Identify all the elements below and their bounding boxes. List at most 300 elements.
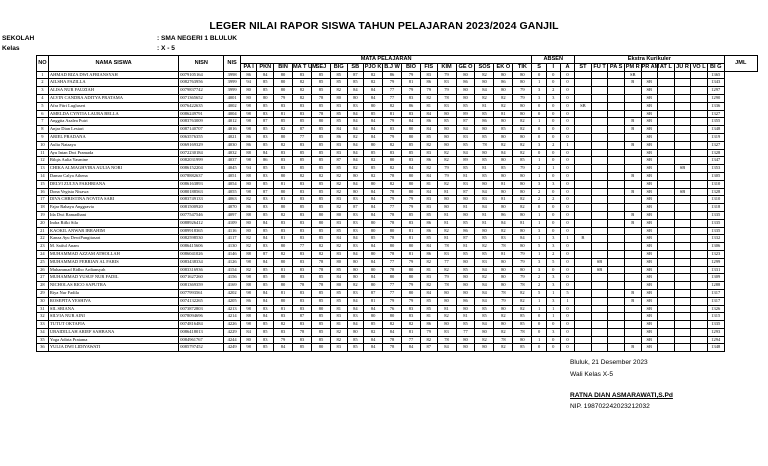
table-cell: 1 bbox=[532, 79, 546, 87]
table-cell: 79 bbox=[420, 87, 437, 95]
table-cell: 81 bbox=[274, 110, 293, 118]
student-nisn: 0074132265 bbox=[179, 297, 224, 305]
table-cell: 81 bbox=[402, 79, 421, 87]
table-cell bbox=[591, 126, 608, 134]
table-cell: 80 bbox=[330, 282, 347, 290]
table-cell: 4117 bbox=[224, 235, 241, 243]
table-cell: 83 bbox=[293, 297, 312, 305]
signature-name: RATNA DIAN ASMARAWATI,S.Pd bbox=[570, 392, 673, 399]
table-cell: 83 bbox=[347, 196, 364, 204]
table-cell: 83 bbox=[293, 211, 312, 219]
table-cell: 85 bbox=[475, 250, 494, 258]
table-cell bbox=[575, 110, 592, 118]
table-cell bbox=[608, 274, 625, 282]
table-cell bbox=[624, 313, 641, 321]
table-cell: 4213 bbox=[224, 305, 241, 313]
col-pram: PR AM bbox=[641, 63, 660, 70]
table-cell: 0 bbox=[532, 133, 546, 141]
student-nisn: 0083749133 bbox=[179, 196, 224, 204]
table-cell: 84 bbox=[347, 87, 364, 95]
table-cell: 81 bbox=[437, 219, 456, 227]
table-cell bbox=[658, 211, 675, 219]
table-cell: 84 bbox=[475, 266, 494, 274]
table-cell: 82 bbox=[513, 141, 532, 149]
table-cell: 83 bbox=[456, 133, 475, 141]
table-cell: 84 bbox=[347, 110, 364, 118]
col-bio: BIO bbox=[402, 63, 421, 71]
table-cell bbox=[608, 180, 625, 188]
table-cell: 85 bbox=[293, 149, 312, 157]
table-cell bbox=[575, 258, 592, 266]
table-cell: 81 bbox=[402, 227, 421, 235]
table-cell bbox=[608, 79, 625, 87]
table-cell bbox=[624, 102, 641, 110]
total-cell: 1306 bbox=[707, 243, 724, 251]
table-cell: 80 bbox=[513, 211, 532, 219]
table-cell bbox=[691, 110, 708, 118]
total-cell: 1335 bbox=[707, 321, 724, 329]
student-name: UBAIDILLAH ARIEF SAHBANA bbox=[48, 328, 178, 336]
table-cell: 80 bbox=[513, 172, 532, 180]
table-cell bbox=[591, 133, 608, 141]
student-name: MUHAMMAD AZZAM ATHOLLAH bbox=[48, 250, 178, 258]
table-cell bbox=[658, 250, 675, 258]
col-nis: NIS bbox=[224, 56, 241, 72]
table-cell bbox=[674, 87, 691, 95]
table-cell: 86 bbox=[420, 227, 437, 235]
table-cell: 82 bbox=[293, 172, 312, 180]
student-nisn: 0079105164 bbox=[179, 71, 224, 79]
table-cell: 7 bbox=[37, 118, 49, 126]
table-cell: 81 bbox=[513, 219, 532, 227]
table-cell: 78 bbox=[383, 344, 402, 352]
table-cell bbox=[575, 274, 592, 282]
table-cell bbox=[691, 227, 708, 235]
table-cell: 81 bbox=[437, 305, 456, 313]
table-cell bbox=[674, 126, 691, 134]
table-cell bbox=[691, 258, 708, 266]
table-cell: 84 bbox=[420, 188, 437, 196]
table-cell: 85 bbox=[311, 235, 330, 243]
table-cell bbox=[575, 321, 592, 329]
table-cell: SB bbox=[641, 172, 658, 180]
table-cell bbox=[608, 149, 625, 157]
table-cell: 98 bbox=[240, 110, 257, 118]
student-name: Muhammad Ridho Ardiansyah bbox=[48, 266, 178, 274]
table-cell: 78 bbox=[475, 141, 494, 149]
table-cell: 79 bbox=[402, 258, 421, 266]
table-row bbox=[37, 188, 758, 196]
table-cell: 0 bbox=[560, 196, 574, 204]
total-cell: 1336 bbox=[707, 102, 724, 110]
table-cell: 85 bbox=[347, 344, 364, 352]
total-cell: 1305 bbox=[707, 172, 724, 180]
student-name: Riya Nur Fadila bbox=[48, 289, 178, 297]
table-cell: 78 bbox=[383, 211, 402, 219]
table-cell: 80 bbox=[402, 188, 421, 196]
table-cell: 82 bbox=[240, 243, 257, 251]
table-cell bbox=[674, 133, 691, 141]
table-cell bbox=[575, 243, 592, 251]
table-cell: 0 bbox=[532, 126, 546, 134]
table-cell: 80 bbox=[456, 87, 475, 95]
table-cell: 82 bbox=[347, 133, 364, 141]
table-cell bbox=[674, 180, 691, 188]
table-row bbox=[37, 94, 758, 102]
table-cell bbox=[691, 94, 708, 102]
table-cell: 84 bbox=[257, 71, 274, 79]
table-cell: 4002 bbox=[224, 102, 241, 110]
table-cell: 78 bbox=[383, 250, 402, 258]
table-cell: B bbox=[624, 289, 641, 297]
table-cell: 21 bbox=[37, 227, 49, 235]
table-cell: 18 bbox=[37, 204, 49, 212]
table-cell: 87 bbox=[456, 235, 475, 243]
table-cell bbox=[674, 110, 691, 118]
table-cell: 80 bbox=[274, 133, 293, 141]
table-cell: 77 bbox=[383, 282, 402, 290]
table-cell: 84 bbox=[364, 211, 383, 219]
table-cell: 0 bbox=[532, 321, 546, 329]
table-cell bbox=[575, 157, 592, 165]
student-nisn: 0084961767 bbox=[179, 336, 224, 344]
student-nisn: 0077993561 bbox=[179, 289, 224, 297]
table-cell: 2 bbox=[546, 87, 560, 95]
table-cell: 83 bbox=[420, 204, 437, 212]
table-cell: 77 bbox=[383, 94, 402, 102]
table-cell: 13 bbox=[37, 165, 49, 173]
table-cell: 85 bbox=[475, 172, 494, 180]
table-cell: SB bbox=[641, 289, 658, 297]
table-cell bbox=[691, 149, 708, 157]
table-cell: 85 bbox=[274, 118, 293, 126]
table-cell: 80 bbox=[274, 87, 293, 95]
table-cell bbox=[658, 219, 675, 227]
table-cell: 82 bbox=[475, 94, 494, 102]
table-cell: 84 bbox=[347, 250, 364, 258]
table-cell: 94 bbox=[240, 79, 257, 87]
total-cell: 1288 bbox=[707, 282, 724, 290]
table-cell: 85 bbox=[257, 211, 274, 219]
student-name: AHMAD RIZA DWI AFRIANSYAH bbox=[48, 71, 178, 79]
table-cell: 86 bbox=[420, 118, 437, 126]
table-cell bbox=[591, 219, 608, 227]
table-cell: 85 bbox=[456, 321, 475, 329]
table-cell: 81 bbox=[383, 110, 402, 118]
table-cell: SB bbox=[641, 102, 658, 110]
table-cell: 82 bbox=[240, 266, 257, 274]
table-cell bbox=[691, 266, 708, 274]
table-cell: 77 bbox=[293, 243, 312, 251]
table-cell bbox=[691, 118, 708, 126]
table-cell: 80 bbox=[494, 204, 513, 212]
table-cell: 85 bbox=[311, 313, 330, 321]
table-cell: 0 bbox=[546, 71, 560, 79]
table-cell bbox=[691, 250, 708, 258]
table-cell bbox=[624, 321, 641, 329]
table-cell: 0 bbox=[546, 204, 560, 212]
table-cell: 82 bbox=[240, 235, 257, 243]
table-cell: 82 bbox=[293, 79, 312, 87]
table-cell: 1 bbox=[532, 336, 546, 344]
table-cell: 80 bbox=[364, 180, 383, 188]
table-cell: 82 bbox=[347, 282, 364, 290]
table-cell bbox=[658, 133, 675, 141]
table-cell bbox=[674, 118, 691, 126]
table-cell: 84 bbox=[364, 243, 383, 251]
total-cell: 1353 bbox=[707, 165, 724, 173]
table-cell: 84 bbox=[257, 258, 274, 266]
signature-place-date: Bluluk, 21 Desember 2023 bbox=[570, 359, 648, 366]
table-cell: 82 bbox=[402, 321, 421, 329]
table-cell: 78 bbox=[437, 94, 456, 102]
table-cell: 85 bbox=[257, 102, 274, 110]
table-cell: 83 bbox=[293, 336, 312, 344]
table-cell bbox=[608, 289, 625, 297]
table-cell: B bbox=[624, 188, 641, 196]
table-cell: 6 bbox=[37, 110, 49, 118]
table-cell: 3 bbox=[546, 297, 560, 305]
total-cell: 1293 bbox=[707, 328, 724, 336]
table-cell: 80 bbox=[437, 321, 456, 329]
table-cell bbox=[658, 328, 675, 336]
signature-role: Wali Kelas X-5 bbox=[570, 371, 613, 378]
table-cell: 86 bbox=[420, 321, 437, 329]
table-cell: 80 bbox=[437, 204, 456, 212]
table-cell: 0 bbox=[546, 188, 560, 196]
table-cell: 79 bbox=[513, 250, 532, 258]
table-cell: 84 bbox=[437, 344, 456, 352]
table-cell: 29 bbox=[37, 289, 49, 297]
table-cell: 84 bbox=[494, 219, 513, 227]
table-cell bbox=[591, 250, 608, 258]
table-cell bbox=[658, 297, 675, 305]
table-cell: 98 bbox=[240, 321, 257, 329]
table-cell bbox=[674, 258, 691, 266]
col-atl: AT L bbox=[658, 63, 675, 71]
table-cell: 84 bbox=[330, 274, 347, 282]
table-cell: 85 bbox=[513, 157, 532, 165]
table-cell: 84 bbox=[257, 149, 274, 157]
table-cell: 79 bbox=[437, 71, 456, 79]
table-cell: 83 bbox=[257, 243, 274, 251]
table-cell bbox=[674, 157, 691, 165]
table-cell: 84 bbox=[347, 180, 364, 188]
total-cell: 1327 bbox=[707, 141, 724, 149]
table-cell: 81 bbox=[274, 289, 293, 297]
col-name: NAMA SISWA bbox=[48, 56, 178, 72]
table-cell bbox=[624, 243, 641, 251]
table-cell bbox=[575, 289, 592, 297]
table-cell: 87 bbox=[257, 118, 274, 126]
table-cell: 78 bbox=[311, 258, 330, 266]
table-cell bbox=[575, 204, 592, 212]
table-cell: 35 bbox=[37, 336, 49, 344]
table-cell: 0 bbox=[560, 165, 574, 173]
school-row bbox=[2, 35, 237, 42]
table-cell bbox=[674, 336, 691, 344]
table-cell: 82 bbox=[437, 266, 456, 274]
table-cell bbox=[575, 196, 592, 204]
table-cell: 84 bbox=[494, 149, 513, 157]
table-cell: 94 bbox=[240, 165, 257, 173]
student-name: SILVIA NUR AINI bbox=[48, 313, 178, 321]
student-name: ARIEL PRADANA bbox=[48, 133, 178, 141]
student-nisn: 0086163893 bbox=[179, 180, 224, 188]
table-cell: SB bbox=[641, 235, 658, 243]
table-cell: 83 bbox=[293, 180, 312, 188]
table-row bbox=[37, 172, 758, 180]
table-cell bbox=[624, 196, 641, 204]
table-cell: 85 bbox=[311, 79, 330, 87]
col-bi: BI G bbox=[707, 63, 724, 71]
table-cell bbox=[658, 282, 675, 290]
table-cell bbox=[691, 297, 708, 305]
table-cell: 85 bbox=[420, 133, 437, 141]
table-cell: 4012 bbox=[224, 118, 241, 126]
table-cell: 82 bbox=[437, 180, 456, 188]
table-cell: 84 bbox=[475, 289, 494, 297]
table-cell: 80 bbox=[456, 274, 475, 282]
table-cell bbox=[575, 149, 592, 157]
table-cell: 81 bbox=[420, 313, 437, 321]
table-cell: SB bbox=[641, 141, 658, 149]
table-cell: 80 bbox=[274, 282, 293, 290]
table-cell: 0 bbox=[532, 102, 546, 110]
table-cell: SB bbox=[641, 79, 658, 87]
table-cell: 3 bbox=[532, 227, 546, 235]
table-cell: 80 bbox=[402, 274, 421, 282]
table-cell: 85 bbox=[330, 289, 347, 297]
table-cell: 89 bbox=[456, 157, 475, 165]
total-cell: 1348 bbox=[707, 344, 724, 352]
table-cell: 98 bbox=[240, 289, 257, 297]
table-cell: 80 bbox=[311, 211, 330, 219]
table-cell bbox=[641, 71, 658, 79]
table-cell: 81 bbox=[274, 266, 293, 274]
table-cell: 80 bbox=[475, 328, 494, 336]
table-cell: 80 bbox=[456, 94, 475, 102]
table-cell: 85 bbox=[330, 79, 347, 87]
table-cell: 0 bbox=[560, 344, 574, 352]
table-cell: B bbox=[624, 219, 641, 227]
total-cell: 1310 bbox=[707, 196, 724, 204]
table-cell: 83 bbox=[257, 110, 274, 118]
table-cell: 82 bbox=[274, 211, 293, 219]
table-cell bbox=[575, 266, 592, 274]
table-cell: 1 bbox=[532, 297, 546, 305]
table-cell bbox=[608, 141, 625, 149]
table-cell bbox=[608, 336, 625, 344]
table-cell: 0 bbox=[560, 336, 574, 344]
table-cell: 4037 bbox=[224, 157, 241, 165]
table-cell: 83 bbox=[402, 305, 421, 313]
table-cell: 82 bbox=[240, 196, 257, 204]
table-cell bbox=[591, 305, 608, 313]
table-cell: 84 bbox=[347, 235, 364, 243]
table-cell: 80 bbox=[456, 196, 475, 204]
table-cell bbox=[691, 188, 708, 196]
table-cell: 85 bbox=[311, 165, 330, 173]
table-cell: 82 bbox=[293, 94, 312, 102]
col-no: NO bbox=[37, 56, 49, 72]
table-row bbox=[37, 266, 758, 274]
table-cell: 85 bbox=[311, 274, 330, 282]
table-row bbox=[37, 219, 758, 227]
student-nisn: 0086418013 bbox=[179, 328, 224, 336]
table-cell bbox=[691, 133, 708, 141]
table-cell: 1 bbox=[532, 305, 546, 313]
table-cell: 84 bbox=[257, 219, 274, 227]
table-cell bbox=[591, 87, 608, 95]
table-cell bbox=[575, 305, 592, 313]
table-cell: SB bbox=[641, 180, 658, 188]
table-cell bbox=[674, 149, 691, 157]
table-cell: 87 bbox=[347, 204, 364, 212]
student-nisn: 0077547546 bbox=[179, 211, 224, 219]
table-cell: 80 bbox=[494, 87, 513, 95]
table-cell: 81 bbox=[494, 110, 513, 118]
total-cell: 1290 bbox=[707, 94, 724, 102]
table-cell: 1 bbox=[560, 297, 574, 305]
table-cell: 82 bbox=[311, 243, 330, 251]
table-cell bbox=[591, 204, 608, 212]
student-name: ALVIN CANDRA ADITYA PRATAMA bbox=[48, 94, 178, 102]
table-row bbox=[37, 336, 758, 344]
student-nisn: 0082598530 bbox=[179, 235, 224, 243]
table-cell: 78 bbox=[494, 243, 513, 251]
table-cell: 30 bbox=[37, 297, 49, 305]
table-cell: 4244 bbox=[224, 336, 241, 344]
table-cell bbox=[591, 165, 608, 173]
table-cell: 84 bbox=[402, 165, 421, 173]
table-cell: 36 bbox=[37, 344, 49, 352]
student-name: Dona Vegista Nisawa bbox=[48, 188, 178, 196]
table-cell: B bbox=[624, 79, 641, 87]
table-cell: 83 bbox=[475, 196, 494, 204]
table-cell: 0 bbox=[560, 219, 574, 227]
table-cell: 8 bbox=[37, 126, 49, 134]
table-cell bbox=[575, 211, 592, 219]
table-cell bbox=[691, 219, 708, 227]
table-cell: 86 bbox=[420, 219, 437, 227]
total-cell: 1317 bbox=[707, 297, 724, 305]
student-nisn: 0085797452 bbox=[179, 344, 224, 352]
table-cell: 0 bbox=[560, 118, 574, 126]
table-cell: 0 bbox=[546, 157, 560, 165]
grades-table bbox=[36, 55, 758, 352]
table-cell: 85 bbox=[311, 188, 330, 196]
table-cell: 0 bbox=[532, 110, 546, 118]
table-cell bbox=[608, 313, 625, 321]
table-cell: 0 bbox=[546, 219, 560, 227]
col-geo: GE O bbox=[456, 63, 475, 71]
table-cell bbox=[624, 149, 641, 157]
table-cell: SB bbox=[641, 227, 658, 235]
student-nisn: 0087140707 bbox=[179, 126, 224, 134]
table-cell: 98 bbox=[240, 102, 257, 110]
table-cell: 82 bbox=[494, 102, 513, 110]
table-cell bbox=[608, 118, 625, 126]
table-cell: 80 bbox=[383, 313, 402, 321]
table-cell: 82 bbox=[513, 196, 532, 204]
table-cell: 80 bbox=[494, 321, 513, 329]
table-cell: 78 bbox=[513, 328, 532, 336]
table-cell: 2 bbox=[546, 250, 560, 258]
table-cell: 83 bbox=[347, 313, 364, 321]
table-cell bbox=[691, 196, 708, 204]
table-cell: 79 bbox=[402, 71, 421, 79]
